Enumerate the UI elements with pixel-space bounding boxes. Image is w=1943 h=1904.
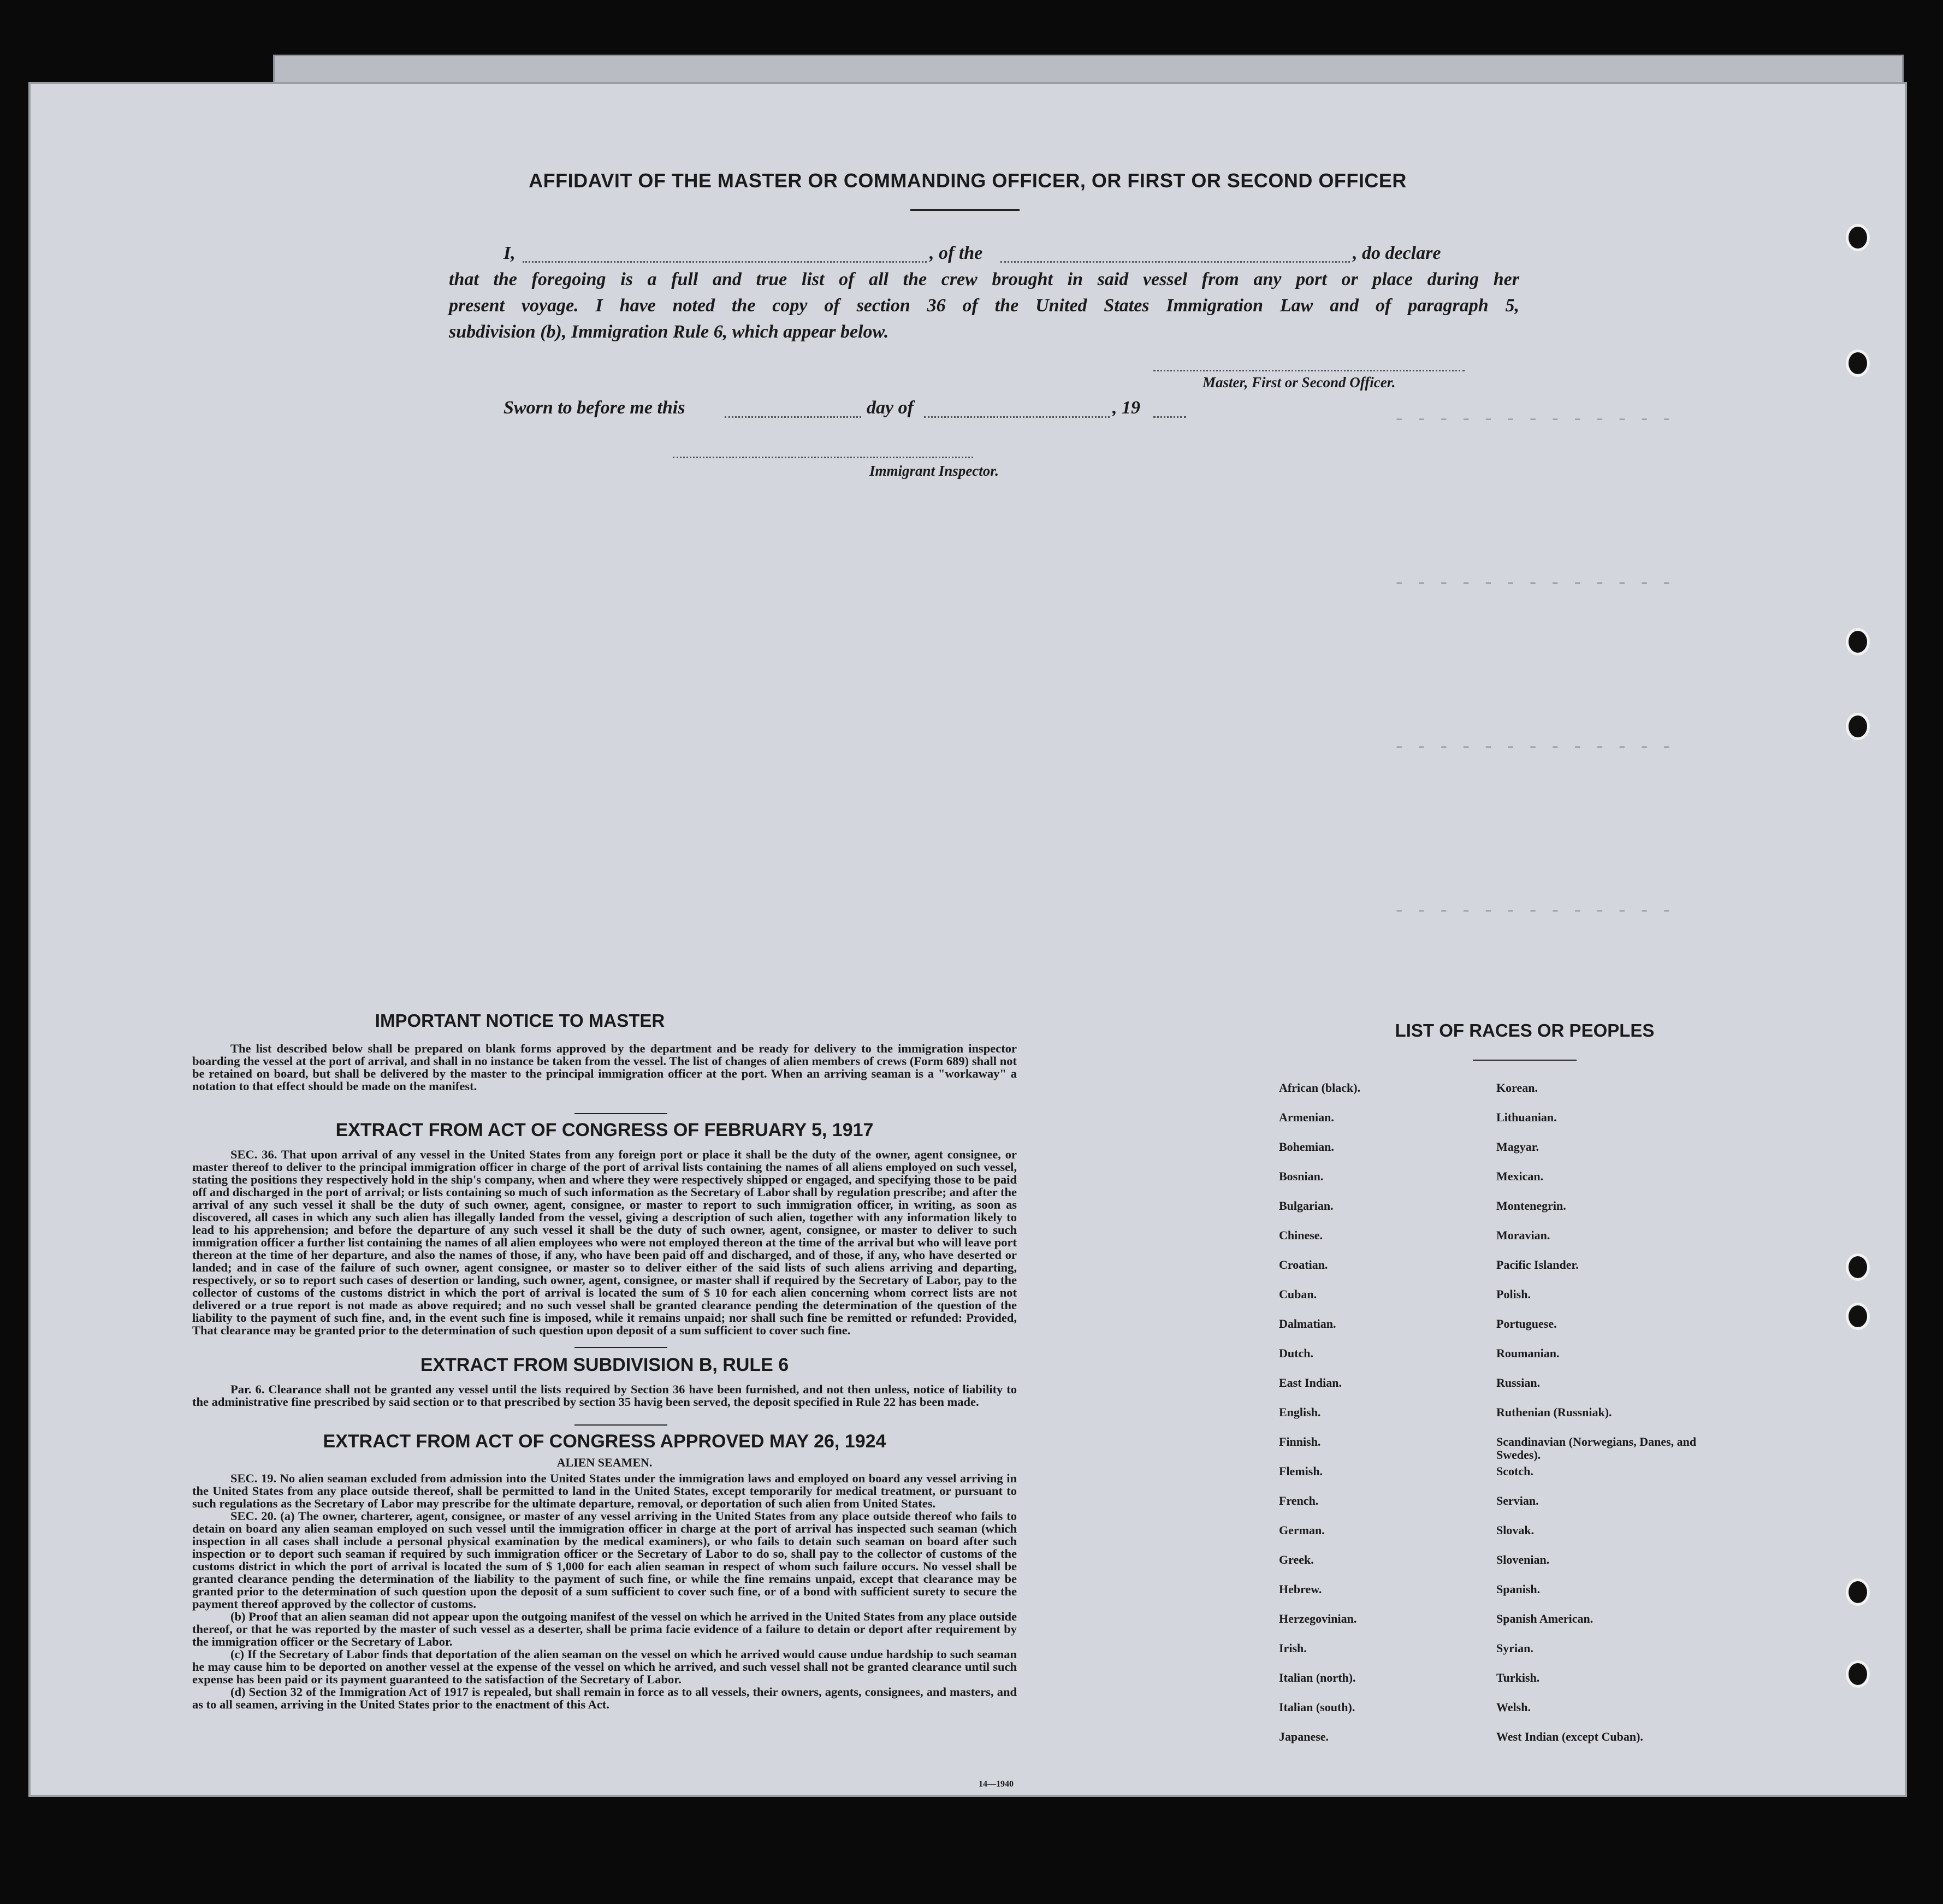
races-title-rule (1473, 1060, 1577, 1061)
race-item: Korean. (1496, 1081, 1538, 1095)
race-item: Italian (north). (1279, 1671, 1356, 1684)
races-title: LIST OF RACES OR PEOPLES (1395, 1020, 1655, 1040)
race-item: Roumanian. (1496, 1346, 1560, 1360)
master-signature-caption: Master, First or Second Officer. (1202, 374, 1396, 391)
race-item: Croatian. (1279, 1258, 1328, 1272)
sworn-year: , 19 (1112, 398, 1140, 418)
affidavit-of-the: , of the (929, 243, 983, 263)
race-item: Spanish. (1496, 1582, 1541, 1596)
race-item: Syrian. (1496, 1641, 1533, 1655)
notice-text: The list described below shall be prepared on blank forms approved by the department and be ready for delivery to the immigration inspector boarding the vessel at the port of arrival, and shall in no instance be taken from the vessel. The list of changes of alien members of crews (Form 689) shall not be retained on board, but shall be delivered by the master to the principal immigration officer at the port. When an arriving seaman is a "workaway" a notation to that effect should be made on the manifest. (192, 1042, 1017, 1093)
race-item: English. (1279, 1405, 1321, 1419)
race-item: Pacific Islander. (1496, 1258, 1579, 1272)
race-item: Magyar. (1496, 1140, 1539, 1154)
race-item: Welsh. (1496, 1700, 1531, 1714)
bleed-through: - - - - - - - - - - - - - (1394, 410, 1673, 430)
race-item: Herzegovinian. (1279, 1612, 1357, 1625)
vessel-name-field[interactable] (1000, 261, 1350, 263)
race-item: Montenegrin. (1496, 1199, 1566, 1213)
sworn-line (503, 398, 1213, 425)
extract-1917-title: EXTRACT FROM ACT OF CONGRESS OF FEBRUARY 5, 1917 (335, 1120, 874, 1140)
race-item: Slovenian. (1496, 1553, 1550, 1566)
rule6-rule (574, 1424, 667, 1426)
sworn-day-of: day of (867, 398, 914, 418)
race-item: Scotch. (1496, 1464, 1533, 1478)
extract-1924-paragraph: (b) Proof that an alien seaman did not appear upon the outgoing manifest of the vessel on which he arrived in the United States from any place outside thereof, or that he was reported by the master of such vessel as a deserter, shall be prima facie evidence of a failure to detain or deport after requirement by the immigration officer or the Secretary of Labor. (192, 1610, 1017, 1648)
race-item: Slovak. (1496, 1523, 1535, 1537)
race-item: Bosnian. (1279, 1169, 1324, 1183)
race-item: Greek. (1279, 1553, 1314, 1566)
bleed-through: - - - - - - - - - - - - - (1394, 737, 1673, 758)
rule6-text: Par. 6. Clearance shall not be granted any vessel until the lists required by Section 36 have been furnished, and not then unless, notice of liability to the administrative fine prescribed by said section or to that prescribed by section 35 havig been served, the deposit specified in Rule 22 has been made. (192, 1382, 1017, 1409)
race-item: Flemish. (1279, 1464, 1323, 1478)
race-item: Bohemian. (1279, 1140, 1334, 1154)
race-item: Hebrew. (1279, 1582, 1322, 1596)
form-number: 14—1940 (979, 1779, 1014, 1789)
affidavit-i: I, (503, 243, 516, 263)
race-item: French. (1279, 1494, 1319, 1507)
races-right-column (1496, 1081, 1715, 1760)
affidavit-declaration (449, 240, 1519, 345)
race-item: Japanese. (1279, 1730, 1329, 1743)
sworn-prefix: Sworn to before me this (503, 398, 685, 418)
race-item: Polish. (1496, 1287, 1531, 1301)
race-item: West Indian (except Cuban). (1496, 1730, 1643, 1743)
affidavit-do-declare: , do declare (1353, 243, 1441, 263)
extract-1924-title: EXTRACT FROM ACT OF CONGRESS APPROVED MAY 26, 1924 (323, 1431, 886, 1452)
extract-1924-paragraph: (c) If the Secretary of Labor finds that deportation of the alien seaman on the vessel on which he arrived would cause undue hardship to such seaman he may cause him to be deported on another vessel at the expense of the vessel on which he arrived, and such vessel shall not be granted clearance until such expense has been paid or its payment guaranteed to the satisfaction of the Secretary of Labor. (192, 1647, 1017, 1686)
race-item: Turkish. (1496, 1671, 1540, 1684)
race-item: Lithuanian. (1496, 1110, 1557, 1124)
form-sheet (28, 82, 1907, 1797)
inspector-signature-line[interactable] (673, 457, 973, 458)
master-signature-line[interactable] (1153, 370, 1465, 371)
extract-1917-text: SEC. 36. That upon arrival of any vessel in the United States from any foreign port or place it shall be the duty of the owner, agent consignee, or master thereof to deliver to the principal immigration officer in charge of the port of arrival lists containing the names of all aliens employed on such vessel, stating the positions they respectively hold in the ship's company, when and where they were respectively shipped or engaged, and specifying those to be paid off and discharged in the port of arrival; or lists containing so much of such information as the Secretary of Labor shall by regulation prescribe; and after the arrival of any such vessel it shall be the duty of such owner, agent, consignee, or master to report to such immigration officer, in writing, as soon as discovered, all cases in which any such alien has illegally landed from the vessel, giving a description of such alien, together with any information likely to lead to his apprehension; and before the departure of any such vessel it shall be the duty of such owner, agent, consignee, or master to deliver to such immigration officer a further list containing the names of all alien employees who were not employed thereon at the time of the arrival but who will leave port thereon at the time of her departure, and also the names of those, if any, who have been paid off and discharged, and of those, if any, who have deserted or landed; and in case of the failure of such owner, agent consignee, or master so to deliver either of the said lists of such aliens arriving and departing, respectively, or so to report such cases of desertion or landing, such owner, agent, consignee, or master shall if required by the Secretary of Labor, pay to the collector of customs of the customs district in which the port of arrival is located the sum of $ 10 for each alien concerning whom correct lists are not delivered or a true report is not made as above required; and no such vessel shall be granted clearance pending the determination of the question of the liability to the payment of such fine, and, in the event such fine is imposed, while it remains unpaid; nor shall such fine be remitted or refunded: Provided, That clearance may be granted prior to the determination of such question upon deposit of a sum sufficient to cover such fine. (192, 1148, 1017, 1337)
rule6-title: EXTRACT FROM SUBDIVISION B, RULE 6 (420, 1355, 789, 1375)
races-left-column (1279, 1081, 1476, 1760)
race-item: Irish. (1279, 1641, 1307, 1655)
race-item: Dutch. (1279, 1346, 1313, 1360)
race-item: Russian. (1496, 1376, 1541, 1389)
extract-1924-paragraph: SEC. 19. No alien seaman excluded from admission into the United States under the immigration laws and employed on board any vessel arriving in the United States from any place outside thereof, shall be permitted to land in the United States, except temporarily for medical treatment, or pursuant to such regulations as the Secretary of Labor may prescribe for the ultimate departure, removal, or deportation of such alien from United States. (192, 1471, 1017, 1510)
race-item: Ruthenian (Russniak). (1496, 1405, 1612, 1419)
affidavit-body-line: subdivision (b), Immigration Rule 6, which appear below. (449, 322, 889, 342)
punch-hole-icon (1846, 628, 1870, 655)
punch-hole-icon (1846, 713, 1870, 740)
race-item: Portuguese. (1496, 1317, 1557, 1331)
notice-rule (574, 1113, 667, 1114)
affidavit-body-line: that the foregoing is a full and true list of all the crew brought in said vessel from any port or place during her (449, 269, 1519, 289)
race-item: Bulgarian. (1279, 1199, 1334, 1213)
extract-1924-paragraph: (d) Section 32 of the Immigration Act of 1917 is repealed, but shall remain in force as to all vessels, their owners, agents, consignees, and masters, and as to all seamen, arriving in the United States prior to the enactment of this Act. (192, 1685, 1017, 1711)
extract-1917-rule (574, 1347, 667, 1348)
sworn-year-field[interactable] (1153, 416, 1186, 418)
affidavit-title-rule (910, 209, 1020, 211)
race-item: Scandinavian (Norwegians, Danes, and Swedes). (1496, 1435, 1697, 1462)
affidavit-title: AFFIDAVIT OF THE MASTER OR COMMANDING OFFICER, OR FIRST OR SECOND OFFICER (529, 169, 1407, 192)
race-item: Moravian. (1496, 1228, 1550, 1242)
extract-1924-body (192, 1472, 1017, 1711)
punch-hole-icon (1846, 350, 1870, 377)
race-item: Armenian. (1279, 1110, 1334, 1124)
extract-1924-subtitle: ALIEN SEAMEN. (556, 1456, 653, 1469)
bleed-through: - - - - - - - - - - - - - (1394, 901, 1673, 922)
sworn-month-field[interactable] (924, 416, 1110, 418)
punch-hole-icon (1846, 1303, 1870, 1330)
master-name-field[interactable] (523, 261, 927, 263)
punch-hole-icon (1846, 1253, 1870, 1281)
race-item: Finnish. (1279, 1435, 1321, 1448)
race-item: African (black). (1279, 1081, 1361, 1095)
race-item: Servian. (1496, 1494, 1539, 1507)
punch-hole-icon (1846, 1578, 1870, 1606)
punch-hole-icon (1846, 224, 1870, 251)
race-item: East Indian. (1279, 1376, 1342, 1389)
bleed-through: - - - - - - - - - - - - - (1394, 573, 1673, 594)
race-item: Cuban. (1279, 1287, 1317, 1301)
sworn-day-field[interactable] (725, 416, 861, 418)
punch-hole-icon (1846, 1660, 1870, 1688)
notice-title: IMPORTANT NOTICE TO MASTER (375, 1010, 665, 1031)
race-item: Chinese. (1279, 1228, 1323, 1242)
inspector-caption: Immigrant Inspector. (869, 463, 999, 479)
race-item: Dalmatian. (1279, 1317, 1336, 1331)
race-item: Italian (south). (1279, 1700, 1355, 1714)
race-item: Mexican. (1496, 1169, 1544, 1183)
race-item: Spanish American. (1496, 1612, 1594, 1625)
race-item: German. (1279, 1523, 1325, 1537)
affidavit-body-line: present voyage. I have noted the copy of section 36 of the United States Immigration Law and of paragraph 5, (449, 295, 1519, 316)
extract-1924-paragraph: SEC. 20. (a) The owner, charterer, agent, consignee, or master of any vessel arriving in the United States from any place outside thereof who fails to detain on board any alien seaman employed on such vessel until the immigration officer in charge at the port of arrival has inspected such seaman (which inspection in all cases shall include a personal physical examination by the medical examiners), or who fails to detain such seaman on board after such inspection or to deport such seaman if required by such immigration officer or the Secretary of Labor to do so, shall pay to the collector of customs of the customs district in which the port of arrival is located the sum of $ 1,000 for each alien seaman in respect of whom such failure occurs. No vessel shall be granted clearance pending the determination of the liability to the payment of such fine, or while the fine remains unpaid, except that clearance may be granted prior to the determination of such question upon the deposit of a sum sufficient to cover such fine, or of a bond with sufficient surety to secure the payment thereof approved by the collector of customs. (192, 1509, 1017, 1611)
